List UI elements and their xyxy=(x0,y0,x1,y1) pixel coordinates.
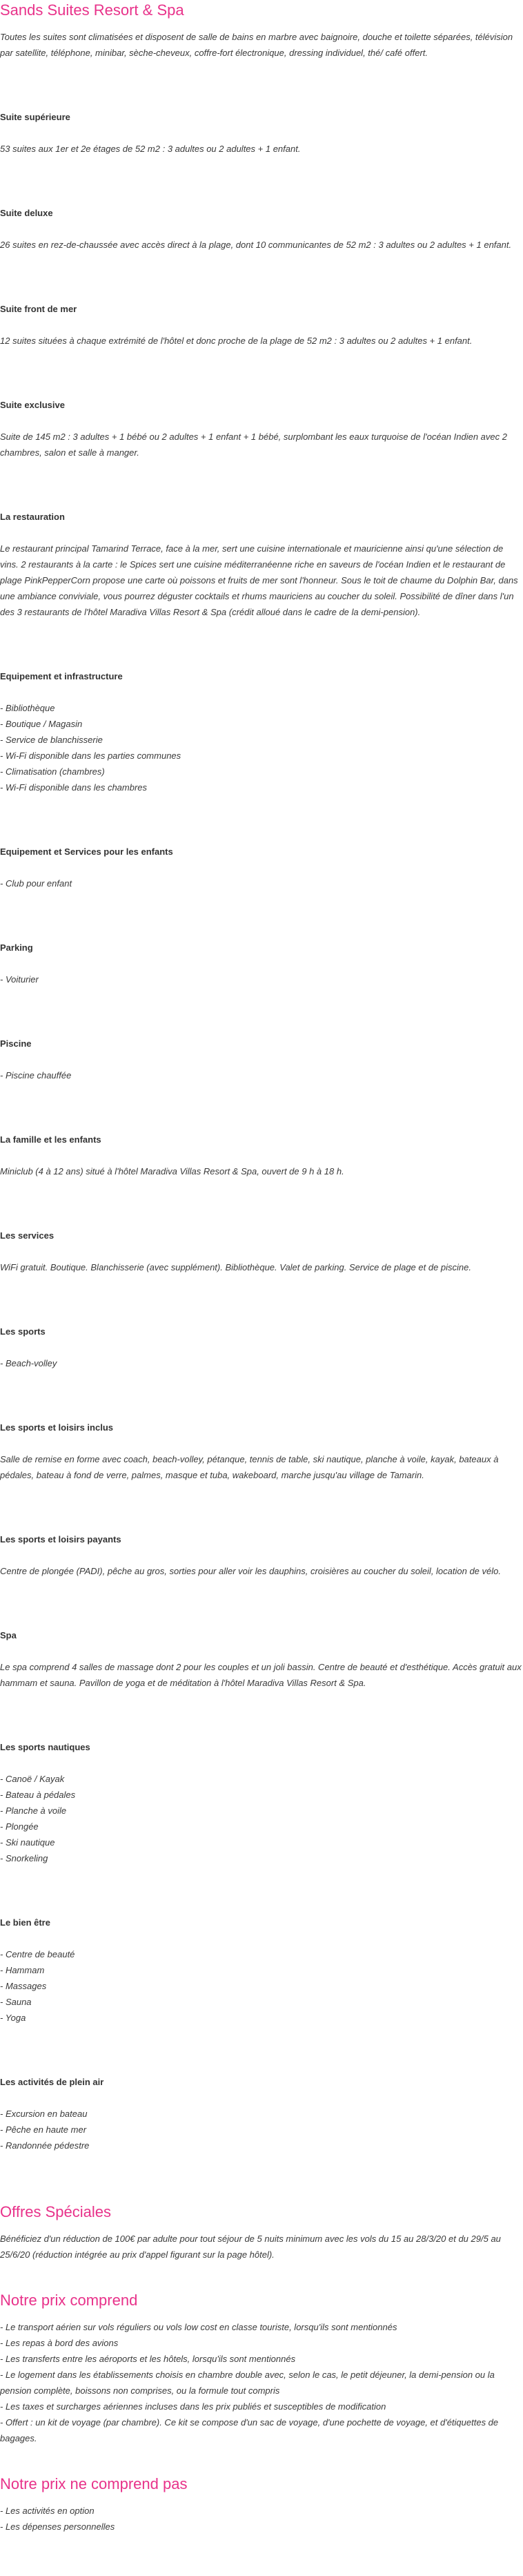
list-item: - Beach-volley xyxy=(0,1358,57,1368)
section xyxy=(0,1324,523,1371)
section-list xyxy=(0,1771,523,1866)
excludes-list xyxy=(0,2503,523,2535)
section-text: 53 suites aux 1er et 2e étages de 52 m2 : 3 adultes ou 2 adultes + 1 enfant. xyxy=(0,144,301,154)
section-text: Miniclub (4 à 12 ans) situé à l'hôtel Maradiva Villas Resort & Spa, ouvert de 9 h à 18 h. xyxy=(0,1166,344,1176)
list-item: - Bateau à pédales xyxy=(0,1790,76,1800)
section-text: 26 suites en rez-de-chaussée avec accès direct à la plage, dont 10 communicantes de 52 m2 : 3 adultes ou 2 adultes + 1 enfant. xyxy=(0,240,512,250)
offers-title: Offres Spéciales xyxy=(0,2203,112,2220)
section xyxy=(0,397,523,461)
list-item: - Piscine chauffée xyxy=(0,1070,72,1081)
list-item: - Wi-Fi disponible dans les parties communes xyxy=(0,750,181,761)
hotel-title: Sands Suites Resort & Spa xyxy=(0,1,184,19)
section xyxy=(0,668,523,795)
list-item: - Bibliothèque xyxy=(0,703,55,713)
section xyxy=(0,1228,523,1275)
section-heading: La famille et les enfants xyxy=(0,1134,101,1145)
section-heading: Suite front de mer xyxy=(0,304,77,314)
list-item: - Sauna xyxy=(0,1997,32,2007)
section-heading: Piscine xyxy=(0,1038,32,1049)
section xyxy=(0,1132,523,1179)
section-text: Centre de plongée (PADI), pêche au gros, sorties pour aller voir les dauphins, croisières au coucher du soleil, location de vélo. xyxy=(0,1566,501,1576)
section-text: Salle de remise en forme avec coach, beach-volley, pétanque, tennis de table, ski nautique, planche à voile, kayak, bateaux à pédales, bateau à fond de verre, palmes, masque et tuba, wakeboard, marche jusqu'au village de Tamarin. xyxy=(0,1454,499,1480)
section-text: Le spa comprend 4 salles de massage dont 2 pour les couples et un joli bassin. Centre de beauté et d'esthétique. Accès gratuit aux hammam et sauna. Pavillon de yoga et de méditation à l'hôtel Maradiva Villas Resort & Spa. xyxy=(0,1662,522,1688)
list-item: - Les repas à bord des avions xyxy=(0,2338,119,2348)
list-item: - Le logement dans les établissements choisis en chambre double avec, selon le cas, le petit déjeuner, la demi-pension ou la pension complète, boissons non comprises, ou la formule tout compris xyxy=(0,2370,495,2396)
list-item: - Centre de beauté xyxy=(0,1949,75,1959)
section xyxy=(0,1531,523,1579)
list-item: - Les taxes et surcharges aériennes incluses dans les prix publiés et susceptibles de modification xyxy=(0,2401,386,2412)
section-heading: Equipement et Services pour les enfants xyxy=(0,846,173,857)
list-item: - Canoë / Kayak xyxy=(0,1774,65,1784)
section-heading: Parking xyxy=(0,942,33,953)
section xyxy=(0,109,523,157)
list-item: - Offert : un kit de voyage (par chambre). Ce kit se compose d'un sac de voyage, d'une pochette de voyage, et d'étiquettes de bagages. xyxy=(0,2417,499,2443)
section-list xyxy=(0,1946,523,2026)
intro-text: Toutes les suites sont climatisées et disposent de salle de bains en marbre avec baignoire, douche et toilette séparées, télévision par satellite, téléphone, minibar, sèche-cheveux, coffre-fort électronique, dressing individuel, thé/ café offert. xyxy=(0,32,513,58)
section xyxy=(0,844,523,891)
list-item: - Les transferts entre les aéroports et les hôtels, lorsqu'ils sont mentionnés xyxy=(0,2354,296,2364)
list-item: - Voiturier xyxy=(0,974,39,985)
list-item: - Climatisation (chambres) xyxy=(0,766,105,777)
excludes-block xyxy=(0,2474,523,2535)
list-item: - Ski nautique xyxy=(0,1837,55,1848)
list-item: - Le transport aérien sur vols réguliers ou vols low cost en classe touriste, lorsqu'ils sont mentionnés xyxy=(0,2322,397,2332)
section-list xyxy=(0,2106,523,2153)
section-text: Suite de 145 m2 : 3 adultes + 1 bébé ou 2 adultes + 1 enfant + 1 bébé, surplombant les eaux turquoise de l'océan Indien avec 2 chambres, salon et salle à manger. xyxy=(0,432,507,458)
offers-block xyxy=(0,2202,523,2263)
includes-list xyxy=(0,2319,523,2446)
list-item: - Boutique / Magasin xyxy=(0,719,83,729)
section-list xyxy=(0,875,523,891)
list-item: - Pêche en haute mer xyxy=(0,2124,87,2135)
section-heading: Suite deluxe xyxy=(0,208,53,218)
section-heading: Suite supérieure xyxy=(0,112,70,122)
section-heading: Spa xyxy=(0,1630,17,1640)
section-list xyxy=(0,1355,523,1371)
section xyxy=(0,205,523,253)
section-heading: Equipement et infrastructure xyxy=(0,671,123,681)
list-item: - Les dépenses personnelles xyxy=(0,2521,115,2532)
section xyxy=(0,2074,523,2153)
list-item: - Yoga xyxy=(0,2013,26,2023)
list-item: - Hammam xyxy=(0,1965,45,1975)
section-heading: Les sports nautiques xyxy=(0,1742,90,1752)
section xyxy=(0,1739,523,1866)
section-heading: Les activités de plein air xyxy=(0,2077,104,2087)
list-item: - Randonnée pédestre xyxy=(0,2140,90,2151)
section-heading: Les sports xyxy=(0,1326,46,1337)
includes-block xyxy=(0,2290,523,2446)
sections xyxy=(0,109,523,2153)
section xyxy=(0,301,523,349)
section-heading: Les sports et loisirs inclus xyxy=(0,1422,113,1433)
section-heading: Suite exclusive xyxy=(0,400,65,410)
section-list xyxy=(0,1067,523,1083)
list-item: - Service de blanchisserie xyxy=(0,735,103,745)
section-heading: Le bien être xyxy=(0,1917,50,1928)
section-heading: Les sports et loisirs payants xyxy=(0,1534,121,1544)
list-item: - Club pour enfant xyxy=(0,878,72,889)
section xyxy=(0,1036,523,1083)
list-item: - Massages xyxy=(0,1981,47,1991)
list-item: - Snorkeling xyxy=(0,1853,48,1863)
section xyxy=(0,1420,523,1483)
offers-text: Bénéficiez d'un réduction de 100€ par adulte pour tout séjour de 5 nuits minimum avec les vols du 15 au 28/3/20 et du 29/5 au 25/6/20 (réduction intégrée au prix d'appel figurant sur la page hôtel). xyxy=(0,2234,501,2260)
section xyxy=(0,940,523,987)
section-heading: La restauration xyxy=(0,512,65,522)
includes-title: Notre prix comprend xyxy=(0,2292,138,2309)
list-item: - Plongée xyxy=(0,1821,39,1832)
section xyxy=(0,509,523,620)
section xyxy=(0,1915,523,2026)
section-text: 12 suites situées à chaque extrémité de l'hôtel et donc proche de la plage de 52 m2 : 3 adultes ou 2 adultes + 1 enfant. xyxy=(0,336,473,346)
list-item: - Planche à voile xyxy=(0,1805,67,1816)
list-item: - Excursion en bateau xyxy=(0,2109,88,2119)
section-heading: Les services xyxy=(0,1230,55,1241)
section-list xyxy=(0,971,523,987)
section-text: Le restaurant principal Tamarind Terrace, face à la mer, sert une cuisine internationale et mauricienne ainsi qu'une sélection de vins. 2 restaurants à la carte : le Spices sert une cuisine méditerranéenne riche en saveurs de l'océan Indien et le restaurant de plage PinkPepperCorn propose une carte où poissons et fruits de mer sont l'honneur. Sous le toit de chaume du Dolphin Bar, dans une ambiance conviviale, vous pourrez déguster cocktails et rhums mauriciens au coucher du soleil. Possibilité de dîner dans l'un des 3 restaurants de l'hôtel Maradiva Villas Resort & Spa (crédit alloué dans le cadre de la demi-pension). xyxy=(0,543,518,617)
list-item: - Les activités en option xyxy=(0,2506,95,2516)
excludes-title: Notre prix ne comprend pas xyxy=(0,2475,188,2492)
section-list xyxy=(0,700,523,795)
section-text: WiFi gratuit. Boutique. Blanchisserie (avec supplément). Bibliothèque. Valet de parking. Service de plage et de piscine. xyxy=(0,1262,472,1272)
section xyxy=(0,1627,523,1691)
list-item: - Wi-Fi disponible dans les chambres xyxy=(0,782,148,793)
